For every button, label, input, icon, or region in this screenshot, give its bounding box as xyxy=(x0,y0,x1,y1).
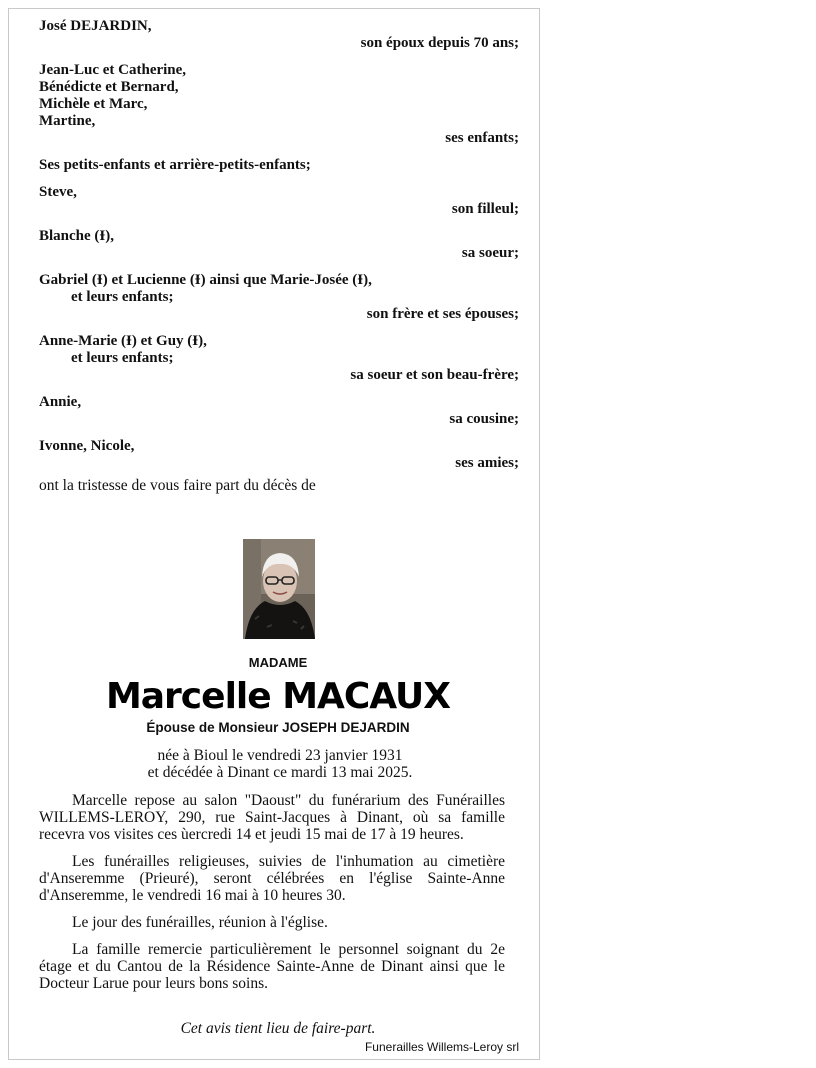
birth-line: née à Bioul le vendredi 23 janvier 1931 xyxy=(157,747,403,764)
notice-line: Cet avis tient lieu de faire-part. xyxy=(180,1020,376,1037)
child-line: Martine, xyxy=(39,113,96,129)
paragraph: La famille remercie particulièrement le personnel soignant du 2e étage et du Cantou de la Résidence Sainte-Anne de Dinant ainsi que le Docteur Larue pour leurs bons soins. xyxy=(39,941,505,992)
funeral-home-signature: Funerailles Willems-Leroy srl xyxy=(364,1040,519,1054)
spouse-name: José DEJARDIN, xyxy=(39,18,152,34)
announcement-body xyxy=(39,792,505,1002)
paragraph: Les funérailles religieuses, suivies de l'inhumation au cimetière d'Anseremme (Prieuré), seront célébrées en l'église Sainte-Anne d'Anseremme, le vendredi 16 mai à 10 heures 30. xyxy=(39,853,505,904)
portrait-photo xyxy=(243,539,315,639)
deceased-spouse: Épouse de Monsieur JOSEPH DEJARDIN xyxy=(146,720,410,735)
sister-role: sa soeur; xyxy=(461,245,519,261)
brother-role: son frère et ses épouses; xyxy=(366,306,519,322)
child-line: Jean-Luc et Catherine, xyxy=(39,62,187,78)
godson-name: Steve, xyxy=(39,184,77,200)
sister2-role: sa soeur et son beau-frère; xyxy=(350,367,519,383)
child-line: Bénédicte et Bernard, xyxy=(39,79,179,95)
cousin-role: sa cousine; xyxy=(449,411,519,427)
godson-role: son filleul; xyxy=(451,201,519,217)
family-list xyxy=(39,18,519,495)
sister2-children: et leurs enfants; xyxy=(71,350,174,366)
cousin-name: Annie, xyxy=(39,394,82,410)
death-line: et décédée à Dinant ce mardi 13 mai 2025. xyxy=(147,764,413,781)
title-madame: MADAME xyxy=(248,655,308,670)
brother-children: et leurs enfants; xyxy=(71,289,174,305)
deceased-name: Marcelle MACAUX xyxy=(105,676,451,717)
life-dates xyxy=(0,747,560,781)
paragraph: Le jour des funérailles, réunion à l'église. xyxy=(72,914,328,931)
friends-role: ses amies; xyxy=(455,455,519,471)
paragraph: Marcelle repose au salon "Daoust" du funérarium des Funérailles WILLEMS-LEROY, 290, rue Saint-Jacques à Dinant, où sa famille recevra vos visites ces ùercredi 14 et jeudi 15 mai de 17 à 19 heures. xyxy=(39,792,505,843)
friends-name: Ivonne, Nicole, xyxy=(39,438,135,454)
brother-line: Gabriel (Ɨ) et Lucienne (Ɨ) ainsi que Marie-Josée (Ɨ), xyxy=(39,272,372,288)
child-line: Michèle et Marc, xyxy=(39,96,148,112)
children-role: ses enfants; xyxy=(445,130,519,146)
intro-sentence: ont la tristesse de vous faire part du décès de xyxy=(39,477,316,494)
grandchildren-line: Ses petits-enfants et arrière-petits-enfants; xyxy=(39,157,311,173)
sister-name: Blanche (Ɨ), xyxy=(39,228,114,244)
spouse-role: son époux depuis 70 ans; xyxy=(360,35,519,51)
sister2-line: Anne-Marie (Ɨ) et Guy (Ɨ), xyxy=(39,333,207,349)
